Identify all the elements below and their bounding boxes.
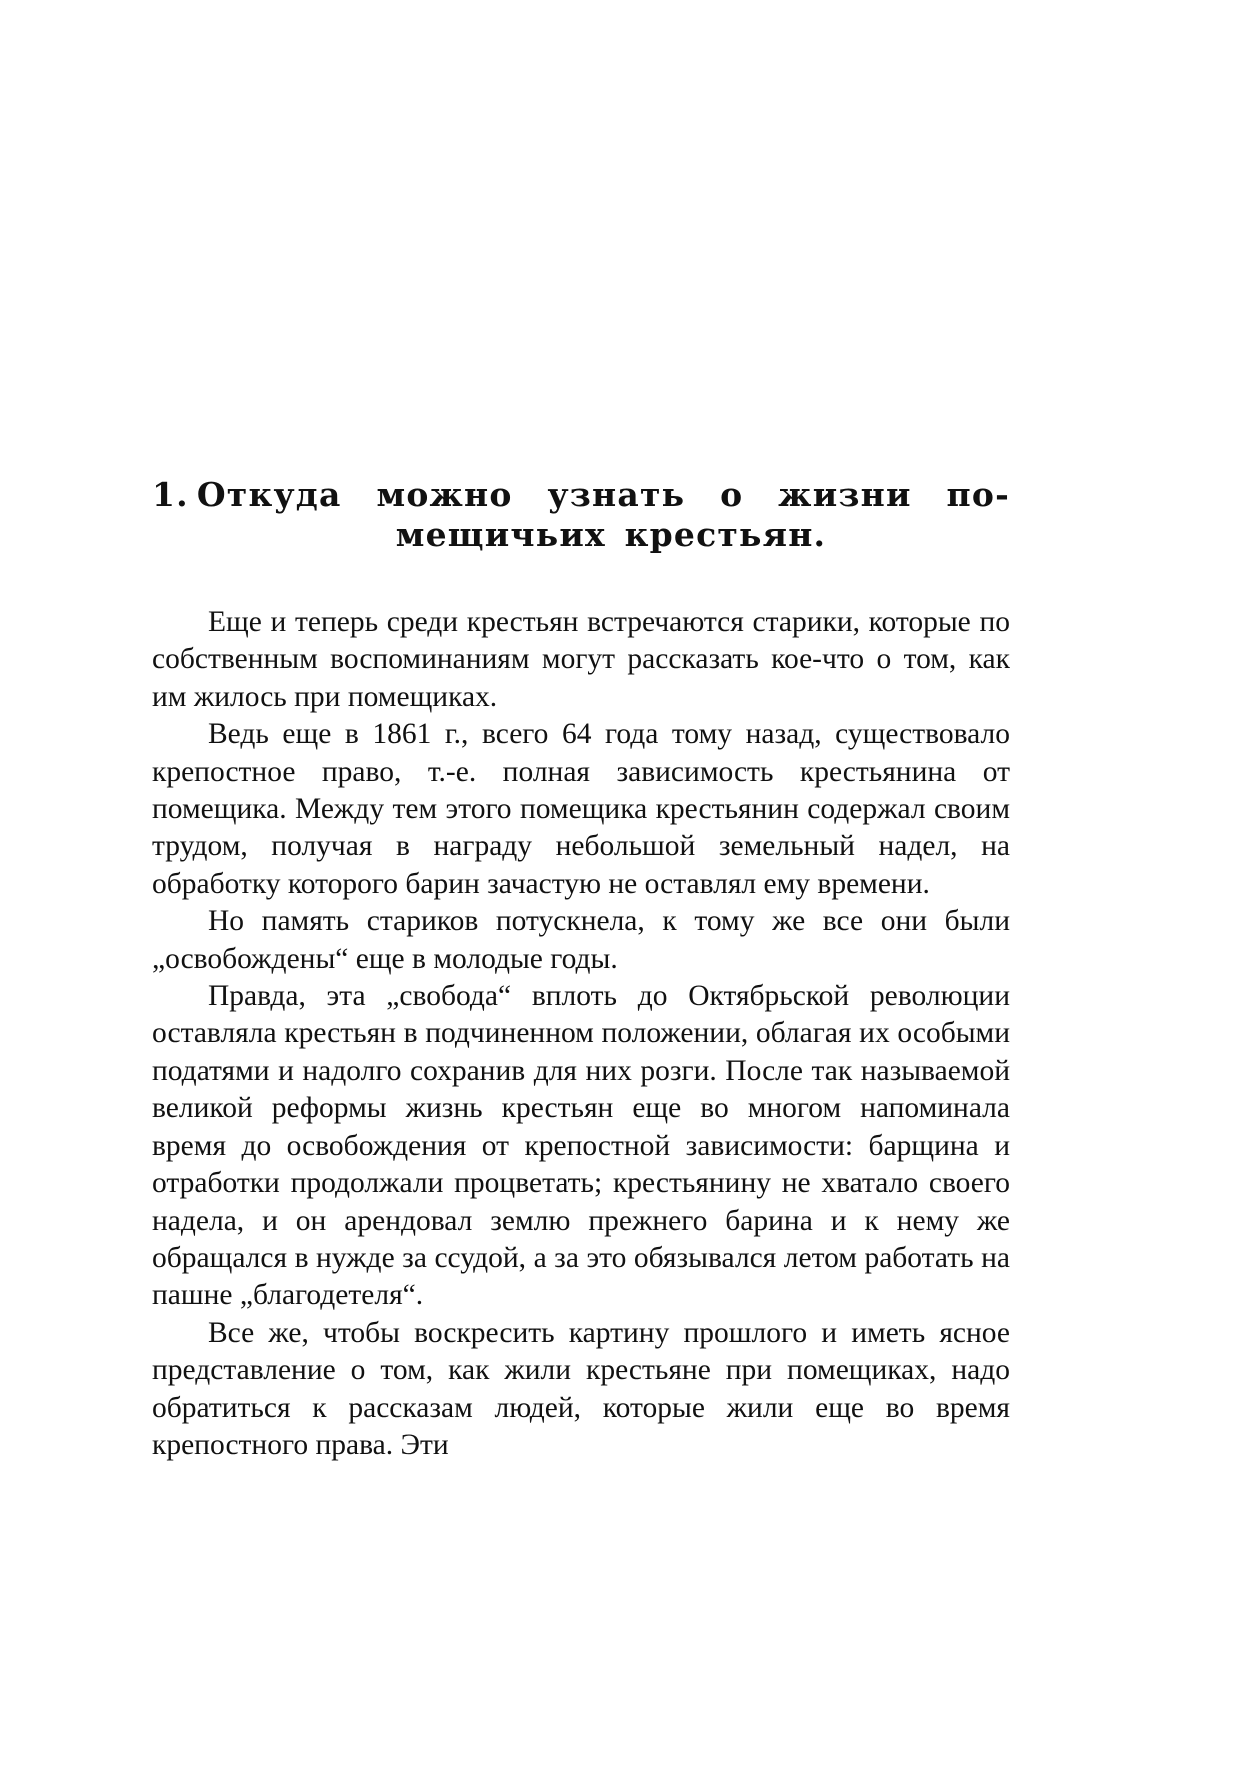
- chapter-title-line-1: Откуда можно узнать о жизни по-: [196, 475, 1010, 514]
- text-column: [152, 475, 1010, 1464]
- paragraph-2: Ведь еще в 1861 г., всего 64 года тому назад, существовало крепостное право, т.-е. полная зависимость крестьянина от помещика. Между тем этого помещика крестьянин содержал своим трудом, получая в награду небольшой земельный надел, на обработку которого барин зачастую не оставлял ему времени.: [152, 718, 1010, 900]
- chapter-heading: [152, 475, 1010, 555]
- paragraph-1: Еще и теперь среди крестьян встречаются старики, которые по собственным воспоминаниям могут рассказать кое-что о том, как им жилось при помещиках.: [152, 606, 1010, 713]
- chapter-number: 1.: [152, 475, 189, 514]
- paragraph-5: Все же, чтобы воскресить картину прошлого и иметь ясное представление о том, как жили крестьяне при помещиках, надо обратиться к рассказам людей, которые жили еще во время крепостного права. Эти: [152, 1316, 1010, 1461]
- paragraph-3: Но память стариков потускнела, к тому же все они были „освобождены“ еще в молодые годы.: [152, 905, 1010, 975]
- chapter-title-line-2: мещичьих крестьян.: [395, 515, 827, 554]
- chapter-heading-line-1: [152, 475, 1010, 515]
- paragraph-4: Правда, эта „свобода“ вплоть до Октябрьской революции оставляла крестьян в подчиненном положении, облагая их особыми податями и надолго сохранив для них розги. После так называемой великой реформы жизнь крестьян еще во многом напоминала время до освобождения от крепостной зависимости: барщина и отработки продолжали процветать; крестьянину не хватало своего надела, и он арендовал землю прежнего барина и к нему же обращался в нужде за ссудой, а за это обязывался летом работать на пашне „благодетеля“.: [152, 980, 1010, 1312]
